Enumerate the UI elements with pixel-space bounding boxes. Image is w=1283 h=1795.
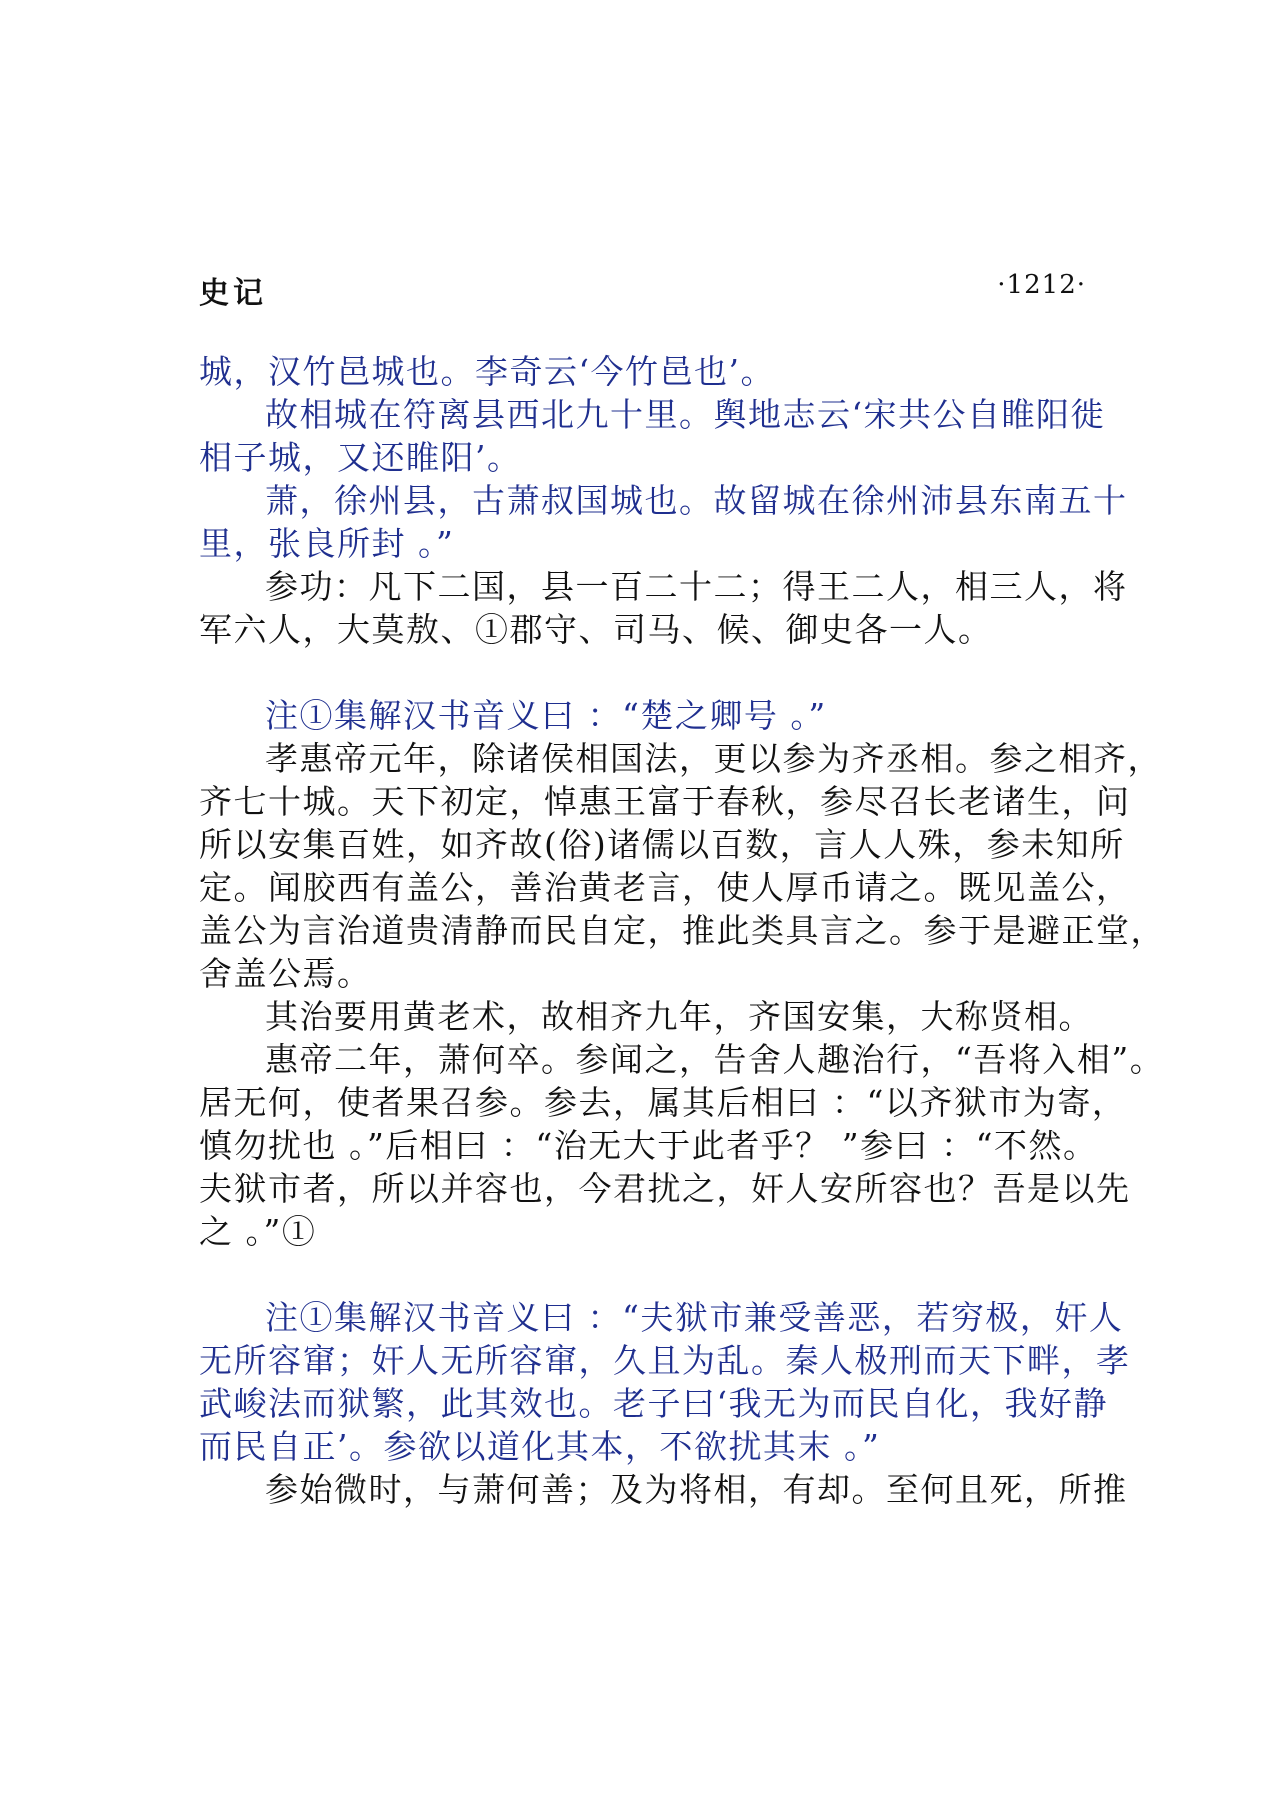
text-line: 其治要用黄老术，故相齐九年，齐国安集，大称贤相。 <box>265 997 1093 1036</box>
text-line: 军六人，大莫敖、①郡守、司马、候、御史各一人。 <box>199 610 993 649</box>
text-line: 注①集解汉书音义曰 ：“楚之卿号 。” <box>265 696 827 735</box>
main-paragraph <box>199 737 1165 995</box>
paragraph-gap <box>199 1253 1099 1296</box>
text-line: 武峻法而狱繁，此其效也。老子曰‘我无为而民自化，我好静 <box>199 1384 1108 1423</box>
text-line: 定。闻胶西有盖公，善治黄老言，使人厚币请之。既见盖公， <box>199 868 1131 907</box>
text-line: 萧，徐州县，古萧叔国城也。故留城在徐州沛县东南五十 <box>265 481 1128 520</box>
text-line: 参功：凡下二国，县一百二十二；得王二人，相三人，将 <box>265 567 1128 606</box>
text-line: 居无何，使者果召参。参去，属其后相曰 ：“以齐狱市为寄， <box>199 1083 1127 1122</box>
main-paragraph <box>199 1038 1165 1253</box>
paragraph-gap <box>199 651 1099 694</box>
text-line: 孝惠帝元年，除诸侯相国法，更以参为齐丞相。参之相齐， <box>265 739 1162 778</box>
text-line: 夫狱市者，所以并容也，今君扰之，奸人安所容也？吾是以先 <box>199 1169 1131 1208</box>
text-line: 无所容窜；奸人无所容窜，久且为乱。秦人极刑而天下畔，孝 <box>199 1341 1131 1380</box>
page-body <box>199 350 1165 1511</box>
main-paragraph <box>199 565 1128 651</box>
page-number: ·1212· <box>997 270 1086 300</box>
text-line: 故相城在符离县西北九十里。舆地志云‘宋共公自睢阳徙 <box>265 395 1105 434</box>
text-line: 之 。”① <box>199 1212 317 1251</box>
text-line: 相子城，又还睢阳’。 <box>199 438 522 477</box>
annotation-paragraph <box>199 393 1105 479</box>
main-paragraph <box>199 995 1099 1038</box>
annotation-paragraph <box>199 694 1099 737</box>
main-paragraph <box>199 1468 1128 1511</box>
text-line: 齐七十城。天下初定，悼惠王富于春秋，参尽召长老诸生，问 <box>199 782 1131 821</box>
annotation-paragraph <box>199 479 1128 565</box>
text-line: 而民自正’。参欲以道化其本，不欲扰其末 。” <box>199 1427 881 1466</box>
annotation-paragraph <box>199 1296 1131 1468</box>
text-line: 注①集解汉书音义曰 ：“夫狱市兼受善恶，若穷极，奸人 <box>265 1298 1124 1337</box>
text-line: 惠帝二年，萧何卒。参闻之，告舍人趣治行，“吾将入相”。 <box>265 1040 1165 1079</box>
book-title: 史记 <box>199 276 267 311</box>
text-line: 慎勿扰也 。”后相曰 ：“治无大于此者乎？ ”参曰 ：“不然。 <box>199 1126 1098 1165</box>
page-header <box>199 268 1086 311</box>
text-line: 所以安集百姓，如齐故(俗)诸儒以百数，言人人殊，参未知所 <box>199 825 1125 864</box>
text-line: 里，张良所封 。” <box>199 524 455 563</box>
annotation-paragraph <box>199 350 1099 393</box>
text-line: 盖公为言治道贵清静而民自定，推此类具言之。参于是避正堂， <box>199 911 1165 950</box>
text-line: 舍盖公焉。 <box>199 954 372 993</box>
text-line: 城，汉竹邑城也。李奇云‘今竹邑也’。 <box>199 352 775 391</box>
text-line: 参始微时，与萧何善；及为将相，有却。至何且死，所推 <box>265 1470 1128 1509</box>
